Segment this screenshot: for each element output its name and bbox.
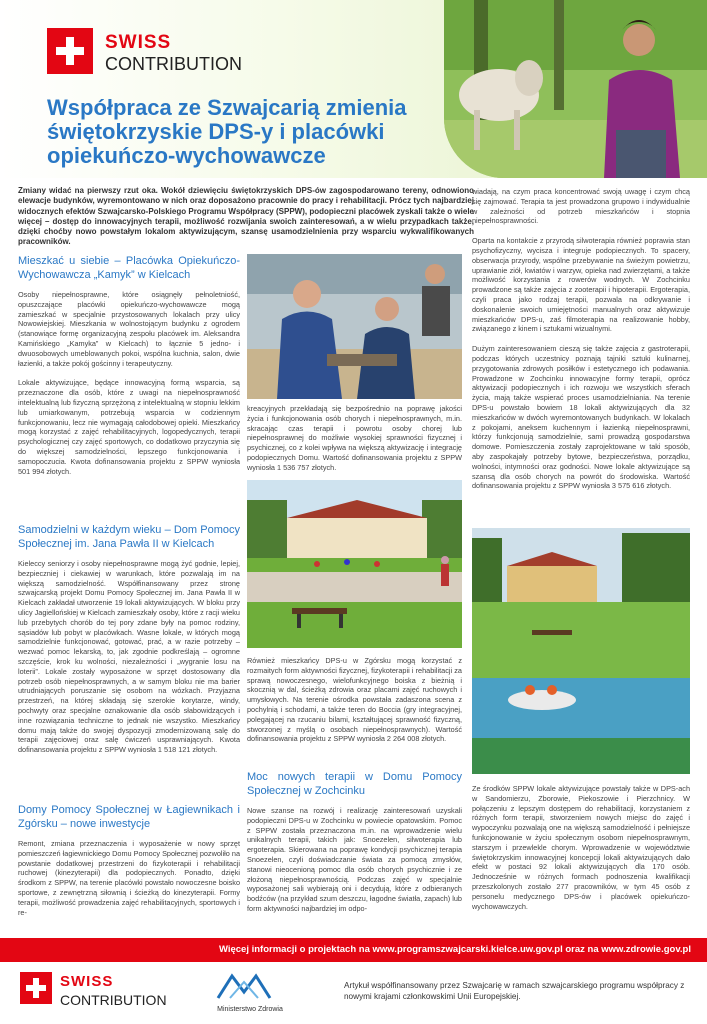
section-zgorsko <box>247 656 462 768</box>
ministry-label: Ministerstwo Zdrowia <box>217 1006 283 1013</box>
paragraph: Lokale aktywizujące, będące innowacyjną formą wsparcia, są przeznaczone dla osób, które z uwagi na niepełnosprawność intelektualną lub fizyczną sprzężoną z intelektualną w stopniu lekkim lub umiarkowanym, potrzebują wsparcia w codziennym funkcjonowaniu, lecz nie wymagają całodobowej opieki. Mieszkańcy mogą korzystać z zajęć rehabilitacyjnych, logopedycznych, terapii psychologicznej czy zajęć sportowych, co dodatkowo przyczynia się do większej samodzielności, lepszego funkcjonowania i samopoczucia. Kwota dofinansowania projektu z SPPW wyniosła 501 994 złotych. <box>18 378 240 476</box>
footer-swiss-contribution-logo <box>20 972 190 1018</box>
intro-paragraph: Zmiany widać na pierwszy rzut oka. Wokół dziewięciu świętokrzyskich DPS-ów zagospodarowano tereny, odnowiono elewacje budynków, wyremontowano w nich oraz doposażono pracownie do pracy i rehabilitacji. Prócz tych najbardziej widocznych efektów Szwajcarsko-Polskiego Programu Współpracy (SPPW), podopieczni placówek zyskali także o wiele więcej – dostęp do innowacyjnych terapii, możliwość rozwijania swoich zainteresowań, a w wielu przypadkach także, dzięki choćby nowo powstałym lokalom aktywizującym, szansę usamodzielnienia przy wsparciu wykwalifikowanych pracowników. <box>18 186 474 247</box>
paragraph: Osoby niepełnosprawne, które osiągnęły pełnoletniość, opuszczające placówki opiekuńczo-wychowawcze mogą zamieszkać w specjalnie przystosowanych lokalach przy ulicy Nowowiejskiej. Mieszkania w wolnostojącym budynku z ogrodem (stanowiące formę organizacyjną zespołu placówek im. Aleksandra Kamińskiego „Kamyka” w Kielcach) to łącznie 5 jedno- i dwuosobowych umeblowanych pokoi, wspólna kuchnia, salon, dwie łazienki, a także pokój gościnny i terapeutyczny. <box>18 290 240 368</box>
ministry-emblem-icon <box>210 968 290 1006</box>
section-heading-kamyk: Mieszkać u siebie – Placówka Opiekuńczo-Wychowawcza „Kamyk” w Kielcach <box>18 255 240 281</box>
paragraph: wiadają, na czym praca koncentrować swoją uwagę i czym chcą się zajmować. Terapia ta jest prowadzona grupowo i indywidualnie w zależności od potrzeb mieszkańców i stopnia niepełnosprawności. <box>472 187 690 226</box>
logo-swiss-text: SWISS <box>105 32 172 53</box>
paragraph: Również mieszkańcy DPS-u w Zgórsku mogą korzystać z rozmaitych form aktywności fizycznej, fizykoterapii i rehabilitacji za sprawą nowoczesnego, wielofunkcyjnego boiska z bieżnią i skocznią w dal, ścieżką zdrowia oraz placami zajęć ruchowych i umysłowych. Na terenie ośrodka powstała zadaszona scena z pochylnią i schodami, a także teren do Boccia (gry integracyjnej, polegającej na rzucaniu bilami, kształtującej sprawność fizyczną, stworzonej z myślą o osobach niepełnosprawnych). Wartość dofinansowania projektu z SPPW wyniosła 2 264 008 złotych. <box>247 656 462 744</box>
swiss-contribution-logo <box>47 28 247 84</box>
section-heading-lagiewniki: Domy Pomocy Społecznej w Łagiewnikach i Zgórsku – nowe inwestycje <box>18 804 240 830</box>
section-zochcinek-cont <box>472 187 690 517</box>
photo-park-and-pond <box>472 528 690 774</box>
footer-info-link[interactable]: Więcej informacji o projektach na www.programszwajcarski.kielce.uw.gov.pl oraz na www.zdrowie.gov.pl <box>0 938 707 962</box>
swiss-flag-icon <box>20 972 52 1004</box>
photo-boccia-court <box>247 480 462 648</box>
paragraph: Ze środków SPPW lokale aktywizujące powstały także w DPS-ach w Sandomierzu, Zborowie, Piekoszowie i Pierzchnicy. W połączeniu z lepszym dostępem do rehabilitacji, korzystaniem z różnych form terapii, stworzeniem nowych miejsc do zajęć i wypoczynku pozwalają one na większą samodzielność i pełniejsze funkcjonowanie w życiu społecznym osobom niepełnosprawnym, starszym i przewlekle chorym. Wprowadzenie w województwie świętokrzyskim innowacyjnej koncepcji lokali aktywizujących dało efekt w postaci 92 lokali aktywizujących dla 170 osób. Jednocześnie w różnych formach podnoszenia kwalifikacji przeszkolonych zostało 277 pracowników, w tym 45 osób z personelu medycznego DPS-ów i placówek opiekuńczo-wychowawczych. <box>472 784 690 911</box>
footer-note: Artykuł współfinansowany przez Szwajcarię w ramach szwajcarskiego programu współpracy z nowymi krajami członkowskimi Unii Europejskiej. <box>344 981 685 1001</box>
swiss-flag-icon <box>47 28 93 74</box>
page-title: Współpraca ze Szwajcarią zmienia świętokrzyskie DPS-y i placówki opiekuńczo-wychowawcze <box>47 95 407 168</box>
paragraph: kreacyjnych przekładają się bezpośrednio na poprawę jakości życia i funkcjonowania osób chorych i niepełnosprawnych, m.in. skracając czas terapii i powrotu osoby chorej lub niepełnosprawnej do możliwie wysokiej sprawności fizycznej i psychicznej, co z kolei wpływa na większą aktywizację i integrację podopiecznych Domu. Wartość dofinansowania projektu z SPPW wyniosła 1 536 757 złotych. <box>247 404 462 472</box>
logo-contribution-text: CONTRIBUTION <box>105 54 242 74</box>
section-heading-zochcinek: Moc nowych terapii w Domu Pomocy Społecznej w Zochcinku <box>247 771 462 797</box>
ministry-of-health-logo <box>210 968 290 1018</box>
section-lagiewniki-cont <box>247 404 462 474</box>
header-photo-woman-with-goat <box>444 0 707 178</box>
section-summary <box>472 784 690 934</box>
section-lagiewniki <box>18 803 240 933</box>
section-kamyk <box>18 254 240 519</box>
paragraph: Oparta na kontakcie z przyrodą silwoterapia również poprawia stan psychofizyczny, wycisza i integruje podopiecznych. To spacery, obserwacja przyrody, wspólne przebywanie na świeżym powietrzu, uprawianie ziół, kwiatów i warzyw, opieka nad zwierzętami, a także możliwość korzystania z rowerów wodnych. W Zochcinku prowadzone są także zajęcia z zooterapii i hipoterapii. Ergoterapia, czyli praca jako rodzaj terapii, pozwala na odkrywanie i doskonalenie swoich umiejętności manualnych oraz aktywizuje mieszkańców DPS-u, zaś filmoterapia na realizowanie hobby, związanego z kinem i sztukami wizualnymi. <box>472 236 690 334</box>
logo-swiss-text: SWISS <box>60 973 114 990</box>
section-jan-pawel <box>18 523 240 793</box>
photo-workshop <box>247 254 462 399</box>
section-heading-jan-pawel: Samodzielni w każdym wieku – Dom Pomocy Społecznej im. Jana Pawła II w Kielcach <box>18 524 240 550</box>
paragraph: Nowe szanse na rozwój i realizację zainteresowań uzyskali podopieczni DPS-u w Zochcinku w powiecie opatowskim. Pomoc z SPPW została przeznaczona m.in. na wprowadzenie wielu unikalnych terapii, takich jak: Snoezelen, silwoterapia lub ergoterapia. Skierowana na poprawę kondycji psychicznej terapia Snoezelen, czyli doświadczanie świata za pomocą zmysłów, stanowi nieocenioną pomoc dla osób chorych psychicznie i ze złożoną niepełnosprawnością. Podczas zajęć w specjalnie wyposażonej sali wybierają oni i decydują, które z odbieranych bodźców (na przykład szum deszczu, łagodne światła, zapach) lub form aktywności najbardziej im odpo- <box>247 806 462 913</box>
paragraph: Remont, zmiana przeznaczenia i wyposażenie w nowy sprzęt pomieszczeń łagiewnickiego Domu Pomocy Społecznej pozwoliło na powstanie dodatkowej przestrzeni do fizykoterapii i rehabilitacji ruchowej (kinezyterapii) dla podopiecznych. Ponadto, dzięki środkom z SPPW, na terenie placówki powstało nowoczesne boisko sportowe, z zewnętrzną siłownią i ścieżką do kinezyterapii. Formy terapii, możliwość prowadzenia zajęć rehabilitacyjnych, sportowych i re- <box>18 839 240 917</box>
paragraph: Dużym zainteresowaniem cieszą się także zajęcia z gastroterapii, podczas których uczestnicy poznają tajniki sztuki kulinarnej, przygotowania zdrowych posiłków i estetycznego ich podawania. Prowadzone w Zochcinku innowacyjne formy terapii, oprócz aktywizacji podopiecznych i ich rozwoju we wszystkich sferach życia, mają także wspierać proces usamodzielniania. Na terenie DPS-u powstało bowiem 18 lokali aktywizujących dla 32 mieszkańców w dwóch wyremontowanych budynkach. W lokalach z pokojami, aneksem kuchennym i łazienką niepełnosprawni, którzy funkcjonują samodzielnie, sami prowadzą gospodarstwa domowe. Pomieszczenia zostały zaprojektowane w taki sposób, aby zaspokajały potrzeby bytowe, bezpieczeństwa, porządku, wolności, intymności oraz godności. Nowe lokale aktywizujące są szansą dla osób chorych na powrót do środowiska. Wartość dofinansowania projektu z SPPW wyniosła 3 575 616 złotych. <box>472 344 690 491</box>
paragraph: Kieleccy seniorzy i osoby niepełnosprawne mogą żyć godnie, lepiej, bezpieczniej i ciekawiej w warunkach, które pozwalają im na większą samodzielność. Współfinansowany przez stronę szwajcarską projekt Domu Pomocy Społecznej im. Jana Pawła II w Kielcach zakładał utworzenie 19 lokali aktywizujących. W bloku przy ulicy Jagiellońskiej w Kielcach zamieszkały osoby, które z racji wieku lub przebytych chorób do tej pory zdane były na pomoc rodziny, sąsiadów lub pobyt w placówkach. Wasne lokale, w których mogą samodzielnie funkcjonować, gotować, prać, a w razie potrzeby – wezwać pomoc lekarską, to, jak zgodnie podkreślają – ogromne szczęście, krok ku wolności, niezależności i „wygranie losu na loterii”. Lokale zostały wyposażone w sprzęt dostosowany dla potrzeb osób niepełnosprawnych, a w samym bloku nie ma barier utrudniających poruszanie się osobom na wózkach. Przyjazna przestrzeń, na której składają się szerokie korytarze, windy, pochwyty oraz specjalne oznakowanie dla osób słabowidzących i inne rozwiązania techniczne to jednak nie wszystko. Mieszkańcy domu mają także do swojej dyspozycji zmodernizowaną salę do terapii zajęciowej oraz salę ćwiczeń usprawniających. Kwota dofinansowania projektu z SPPW wyniosła 1 518 121 złotych. <box>18 559 240 755</box>
logo-contribution-text: CONTRIBUTION <box>60 992 167 1008</box>
section-zochcinek <box>247 770 462 933</box>
header-banner <box>0 0 707 178</box>
